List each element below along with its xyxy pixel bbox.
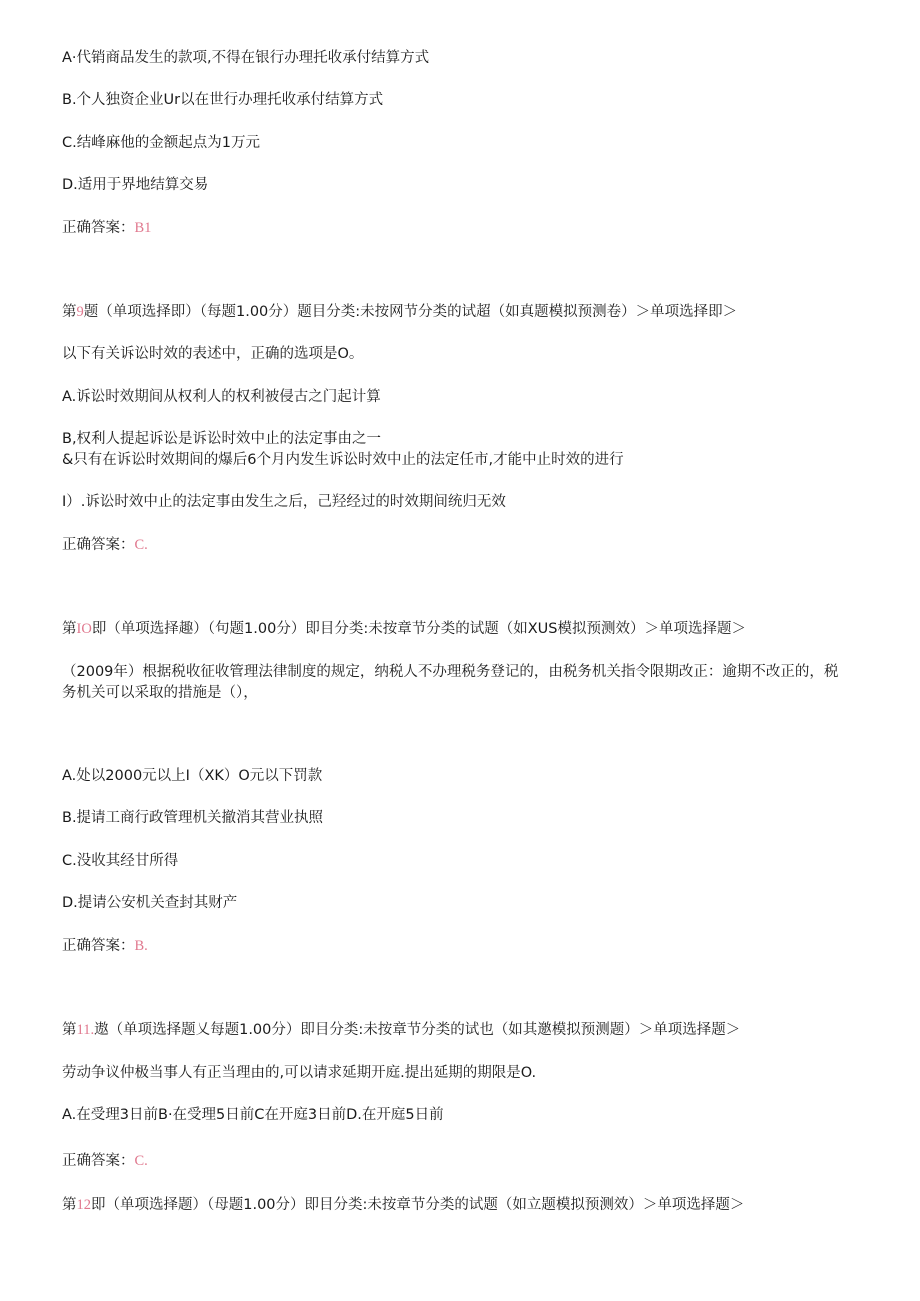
q11-header xyxy=(62,1020,862,1041)
question-header-text: 遨（单项选择题乂每题1.00分）即目分类:未按章节分类的试也（如其邀模拟预测题）＞单项选择题＞ xyxy=(94,1022,741,1038)
question-prefix: 第 xyxy=(62,621,77,637)
q12-header xyxy=(62,1195,862,1216)
question-number: 9 xyxy=(76,304,84,320)
question-prefix: 第 xyxy=(62,304,77,320)
q9-option-a: A.诉讼时效期间从权利人的权利被侵古之门起计算 xyxy=(62,389,381,405)
answer-value: C. xyxy=(134,537,148,553)
q9-option-b: B,权利人提起诉讼是诉讼时效中止的法定事由之一 xyxy=(62,431,382,447)
q10-option-b: B.提请工商行政管理机关撤消其营业执照 xyxy=(62,810,324,826)
answer-label: 正确答案： xyxy=(62,220,135,236)
q9-header xyxy=(62,302,862,323)
q9-option-d: I）.诉讼时效中止的法定事由发生之后，己羟经过的时效期间统归无效 xyxy=(62,494,506,510)
q10-option-c: C.没收其经甘所得 xyxy=(62,853,179,869)
question-header-text: 题（单项选择即）（每题1.00分）题目分类:未按网节分类的试超（如真题模拟预测卷）＞单项选择即＞ xyxy=(83,304,738,320)
q9-stem: 以下有关诉讼时效的表述中，正确的选项是O。 xyxy=(62,346,364,362)
question-number: 12 xyxy=(76,1197,91,1213)
q10-answer xyxy=(62,936,862,957)
q11-answer xyxy=(62,1151,862,1172)
question-number: IO xyxy=(76,621,92,637)
q8-option-a: A·代销商品发生的款项,不得在银行办理托收承付结算方式 xyxy=(62,50,430,66)
q8-answer xyxy=(62,218,862,239)
q10-header xyxy=(62,619,862,640)
question-prefix: 第 xyxy=(62,1197,77,1213)
q8-option-c: C.结峰麻他的金额起点为1万元 xyxy=(62,135,260,151)
answer-label: 正确答案： xyxy=(62,1153,135,1169)
q8-option-b: B.个人独资企业Ur以在世行办理托收承付结算方式 xyxy=(62,92,384,108)
q11-stem: 劳动争议仲极当事人有正当理由的,可以请求延期开庭.提出延期的期限是O. xyxy=(62,1065,537,1081)
q10-stem: （2009年）根据税收征收管理法律制度的规定，纳税人不办理税务登记的，由税务机关指令限期改正：逾期不改正的，税务机关可以采取的措施是（）， xyxy=(62,664,839,701)
answer-label: 正确答案： xyxy=(62,938,135,954)
question-header-text: 即（单项选择趣）（句题1.00分）即目分类:未按章节分类的试题（如XUS模拟预测效）＞单项选择题＞ xyxy=(91,621,746,637)
q9-option-c: &只有在诉讼时效期间的爆后6个月内发生诉讼时效中止的法定任市,才能中止时效的进行 xyxy=(62,452,624,468)
q11-options: A.在受理3日前B·在受理5日前C在开庭3日前D.在开庭5日前 xyxy=(62,1107,444,1123)
question-prefix: 第 xyxy=(62,1022,77,1038)
q9-answer xyxy=(62,535,862,556)
answer-value: B1 xyxy=(134,220,152,236)
answer-label: 正确答案： xyxy=(62,537,135,553)
answer-value: B. xyxy=(134,938,148,954)
question-number: 11. xyxy=(76,1022,95,1038)
q10-option-d: D.提请公安机关查封其财产 xyxy=(62,895,238,911)
question-header-text: 即（单项选择题）（母题1.00分）即目分类:未按章节分类的试题（如立题模拟预测效）＞单项选择题＞ xyxy=(91,1197,745,1213)
q10-option-a: A.处以2000元以上I（XK）O元以下罚款 xyxy=(62,768,323,784)
q8-option-d: D.适用于界地结算交易 xyxy=(62,177,209,193)
answer-value: C. xyxy=(134,1153,148,1169)
